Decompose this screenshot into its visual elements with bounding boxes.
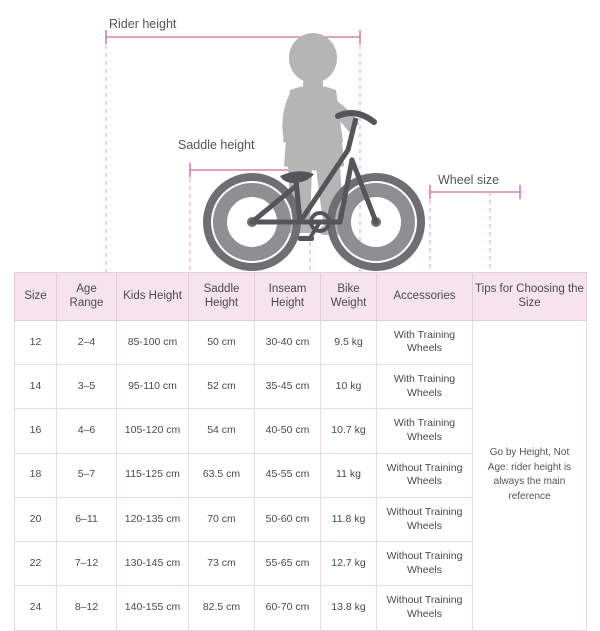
size-chart-table bbox=[14, 272, 587, 631]
cell-saddle-height: 50 cm bbox=[189, 320, 255, 364]
label-rider-height: Rider height bbox=[109, 17, 177, 31]
pedal bbox=[298, 236, 314, 241]
cell-inseam: 35-45 cm bbox=[255, 365, 321, 409]
cell-saddle-height: 63.5 cm bbox=[189, 453, 255, 497]
cell-weight: 12.7 kg bbox=[321, 542, 377, 586]
bike-sizing-diagram bbox=[0, 0, 600, 272]
cell-inseam: 45-55 cm bbox=[255, 453, 321, 497]
column-header-age-range: Age Range bbox=[57, 273, 117, 321]
cell-saddle-height: 70 cm bbox=[189, 497, 255, 541]
diagram-svg bbox=[0, 0, 600, 272]
column-header-saddle-height: Saddle Height bbox=[189, 273, 255, 321]
cell-saddle-height: 52 cm bbox=[189, 365, 255, 409]
cell-accessories: Without Training Wheels bbox=[377, 497, 473, 541]
cell-size: 12 bbox=[15, 320, 57, 364]
cell-inseam: 50-60 cm bbox=[255, 497, 321, 541]
cell-age: 4–6 bbox=[57, 409, 117, 453]
cell-saddle-height: 82.5 cm bbox=[189, 586, 255, 630]
cell-age: 5–7 bbox=[57, 453, 117, 497]
cell-saddle-height: 54 cm bbox=[189, 409, 255, 453]
cell-size: 24 bbox=[15, 586, 57, 630]
column-header-kids-height: Kids Height bbox=[117, 273, 189, 321]
cell-inseam: 60-70 cm bbox=[255, 586, 321, 630]
cell-accessories: With Training Wheels bbox=[377, 365, 473, 409]
cell-kids-height: 115-125 cm bbox=[117, 453, 189, 497]
cell-inseam: 40-50 cm bbox=[255, 409, 321, 453]
size-chart-table-wrapper bbox=[14, 272, 586, 631]
cell-kids-height: 85-100 cm bbox=[117, 320, 189, 364]
cell-kids-height: 120-135 cm bbox=[117, 497, 189, 541]
cell-accessories: Without Training Wheels bbox=[377, 542, 473, 586]
cell-kids-height: 140-155 cm bbox=[117, 586, 189, 630]
cell-size: 22 bbox=[15, 542, 57, 586]
table-row bbox=[15, 320, 587, 364]
cell-kids-height: 130-145 cm bbox=[117, 542, 189, 586]
label-saddle-height: Saddle height bbox=[178, 138, 255, 152]
cell-saddle-height: 73 cm bbox=[189, 542, 255, 586]
label-wheel-size: Wheel size bbox=[438, 173, 500, 187]
cell-inseam: 30-40 cm bbox=[255, 320, 321, 364]
cell-accessories: Without Training Wheels bbox=[377, 453, 473, 497]
cell-weight: 11 kg bbox=[321, 453, 377, 497]
table-header-row bbox=[15, 273, 587, 321]
cell-age: 7–12 bbox=[57, 542, 117, 586]
cell-accessories: Without Training Wheels bbox=[377, 586, 473, 630]
column-header-tips: Tips for Choosing the Size bbox=[473, 273, 587, 321]
cell-size: 16 bbox=[15, 409, 57, 453]
column-header-inseam-height: Inseam Height bbox=[255, 273, 321, 321]
cell-weight: 10 kg bbox=[321, 365, 377, 409]
cell-size: 18 bbox=[15, 453, 57, 497]
cell-weight: 11.8 kg bbox=[321, 497, 377, 541]
cell-accessories: With Training Wheels bbox=[377, 320, 473, 364]
cell-size: 20 bbox=[15, 497, 57, 541]
cell-age: 2–4 bbox=[57, 320, 117, 364]
cell-size: 14 bbox=[15, 365, 57, 409]
cell-accessories: With Training Wheels bbox=[377, 409, 473, 453]
cell-tips: Go by Height, Not Age: rider height is always the main reference bbox=[473, 320, 587, 630]
cell-inseam: 55-65 cm bbox=[255, 542, 321, 586]
column-header-size: Size bbox=[15, 273, 57, 321]
cell-weight: 9.5 kg bbox=[321, 320, 377, 364]
cell-weight: 13.8 kg bbox=[321, 586, 377, 630]
cell-kids-height: 105-120 cm bbox=[117, 409, 189, 453]
cell-age: 8–12 bbox=[57, 586, 117, 630]
column-header-accessories: Accessories bbox=[377, 273, 473, 321]
cell-age: 3–5 bbox=[57, 365, 117, 409]
cell-kids-height: 95-110 cm bbox=[117, 365, 189, 409]
column-header-bike-weight: Bike Weight bbox=[321, 273, 377, 321]
cell-age: 6–11 bbox=[57, 497, 117, 541]
cell-weight: 10.7 kg bbox=[321, 409, 377, 453]
